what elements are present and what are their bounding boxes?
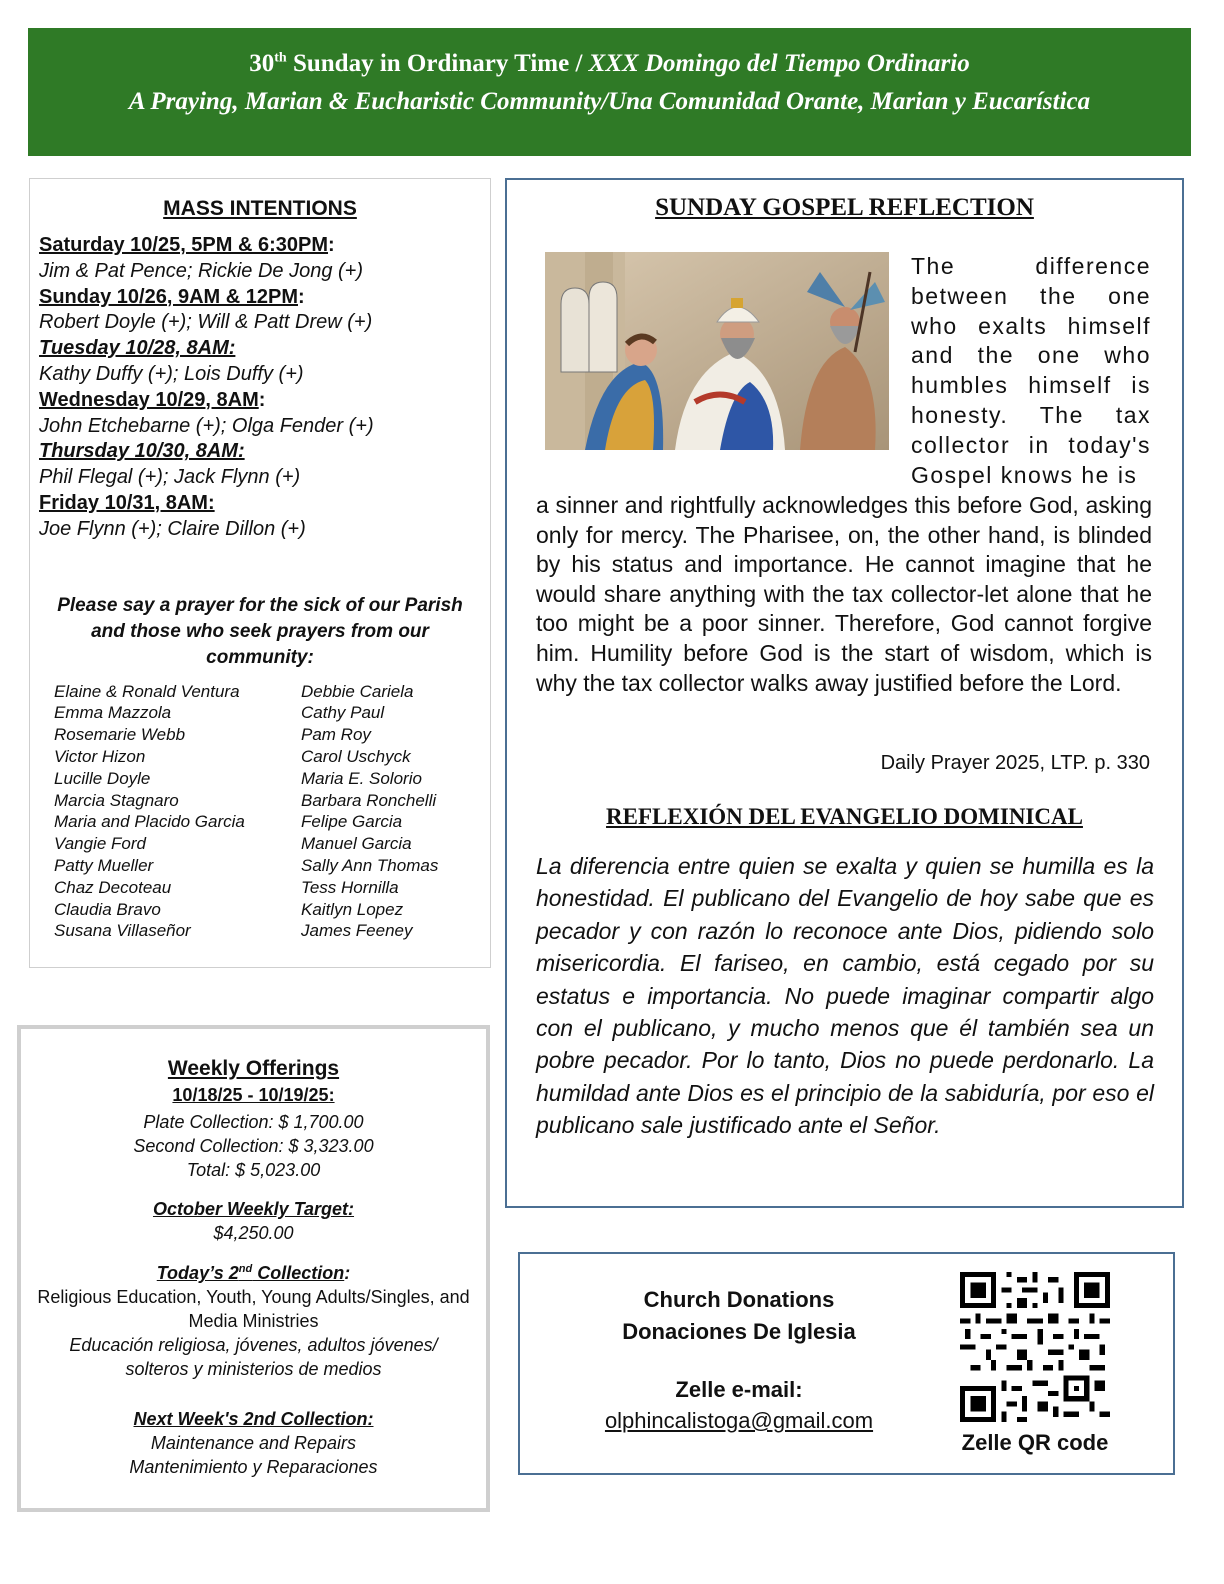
plate-collection: Plate Collection: $ 1,700.00 [143,1112,364,1132]
sick-name: Claudia Bravo [54,899,161,919]
sick-name: Susana Villaseñor [54,921,191,941]
weekly-target-value: $4,250.00 [213,1223,294,1243]
banner-line-1 [28,50,1191,78]
mass-day-colon: : [297,285,305,308]
sick-name: Rosemarie Webb [54,725,186,745]
todays-collection-spanish: Educación religiosa, jóvenes, adultos jóvenes/ solteros y ministerios de medios [69,1335,438,1379]
todays-collection-label-colon: : [344,1263,351,1283]
sick-name: Debbie Cariela [301,681,414,701]
church-donations-box [518,1252,1175,1475]
sick-name: Sally Ann Thomas [301,855,439,875]
mass-intentions-box [29,178,491,968]
mass-day: Sunday 10/26, 9AM & 12PM [39,285,298,308]
zelle-qr-label: Zelle QR code [961,1430,1109,1455]
total-collection: Total: $ 5,023.00 [186,1160,321,1180]
mass-day: Wednesday 10/29, 8AM [39,388,259,411]
offerings-title: Weekly Offerings [167,1057,340,1080]
sick-name: Barbara Ronchelli [301,790,437,810]
zelle-email-link[interactable]: olphincalistoga@gmail.com [604,1408,874,1433]
mass-entry [39,439,490,491]
todays-collection-label [21,1257,486,1285]
offerings-date-range [21,1085,486,1106]
todays-collection-english: Religious Education, Youth, Young Adults/Singles, and Media Ministries [37,1287,470,1331]
sick-name: Maria E. Solorio [301,768,422,788]
mass-day-colon: : [258,388,266,411]
mass-day: Saturday 10/25, 5PM & 6:30PM [39,234,329,256]
todays-collection-label-text: Collection [252,1263,345,1283]
sick-name: Manuel Garcia [301,834,412,854]
mass-names: Phil Flegal (+); Jack Flynn (+) [39,466,301,489]
sick-name: James Feeney [301,921,413,941]
mass-day-colon: : [328,234,335,256]
offerings-range-text: 10/18/25 - 10/19/25 [172,1085,329,1105]
banner-english-title: Sunday in Ordinary Time / [286,50,589,77]
banner-ordinal-suffix: th [274,50,287,66]
next-week-collection-spanish: Mantenimiento y Reparaciones [129,1457,378,1477]
sick-name: Patty Mueller [54,855,154,875]
mass-entry [39,491,490,543]
mass-entry [39,285,490,337]
banner-line-2: A Praying, Marian & Eucharistic Community/Una Comunidad Orante, Marian y Eucarística [128,88,1091,115]
gospel-reflection-source: Daily Prayer 2025, LTP. p. 330 [880,752,1150,774]
mass-entry [39,336,490,388]
sick-name: Cathy Paul [301,703,385,723]
gospel-reflection-box [505,178,1184,1208]
sick-name: Pam Roy [301,725,371,745]
sick-name: Tess Hornilla [301,877,399,897]
mass-intentions-title: MASS INTENTIONS [163,197,357,220]
sick-name: Lucille Doyle [54,768,151,788]
mass-day: Friday 10/31, 8AM: [39,491,215,514]
mass-day: Thursday 10/30, 8AM: [39,440,245,463]
mass-names: John Etchebarne (+); Olga Fender (+) [39,414,374,437]
donations-title-english: Church Donations [643,1287,835,1312]
mass-names: Jim & Pat Pence; Rickie De Jong (+) [39,259,364,282]
mass-entry [39,233,490,285]
donations-title-spanish: Donaciones De Iglesia [622,1319,856,1344]
sick-name: Chaz Decoteau [54,877,172,897]
sick-list [54,681,490,943]
gospel-reflection-intro: The difference between the one who exalts himself and the one who humbles himself is honesty. The tax collector in today's Gospel knows he is [911,253,1151,488]
sick-name: Elaine & Ronald Ventura [54,681,240,701]
sick-name: Maria and Placido Garcia [54,812,245,832]
todays-collection-label-text: Today’s 2 [156,1263,239,1283]
sick-list-column-1 [54,681,301,943]
second-collection: Second Collection: $ 3,323.00 [133,1136,374,1156]
header-banner [28,28,1191,156]
reflexion-title: REFLEXIÓN DEL EVANGELIO DOMINICAL [606,804,1083,829]
banner-ordinal: 30 [249,50,275,77]
sick-name: Emma Mazzola [54,703,172,723]
sick-name: Vangie Ford [54,834,146,854]
sick-name: Felipe Garcia [301,812,403,832]
sick-name: Carol Uschyck [301,746,411,766]
zelle-email-label: Zelle e-mail: [675,1377,803,1402]
offerings-range-colon: : [328,1085,335,1105]
mass-names: Joe Flynn (+); Claire Dillon (+) [39,517,306,540]
donations-info [560,1284,918,1436]
sick-list-column-2 [301,681,438,943]
sick-name: Victor Hizon [54,746,146,766]
qr-code-icon[interactable] [960,1272,1110,1422]
mass-day: Tuesday 10/28, 8AM: [39,337,236,360]
sick-name: Kaitlyn Lopez [301,899,404,919]
gospel-reflection-title: SUNDAY GOSPEL REFLECTION [655,194,1034,221]
next-week-collection-english: Maintenance and Repairs [150,1433,357,1453]
mass-names: Kathy Duffy (+); Lois Duffy (+) [39,362,304,385]
reflexion-body: La diferencia entre quien se exalta y quien se humilla es la honestidad. El publicano del Evangelio de hoy sabe que es pecador y con razón lo reconoce ante Dios, pidiendo solo misericordia. El fariseo, en cambio, está cegado por su estatus e importancia. No puede imaginar compartir algo con el publicano, y mucho menos que él también sea un pobre pecador. Por lo tanto, Dios no puede perdonarlo. La humildad ante Dios es el principio de la sabiduría, por eso el publicano sale justificado ante el Señor. [536,853,1154,1139]
weekly-offerings-box [17,1025,490,1512]
next-week-collection-label: Next Week's 2nd Collection: [133,1409,374,1429]
pharisee-tax-collector-painting [545,252,889,450]
sick-prayer-heading: Please say a prayer for the sick of our Parish and those who seek prayers from our community: [57,594,463,668]
todays-collection-label-sup: nd [238,1263,253,1275]
weekly-target-label: October Weekly Target: [152,1199,355,1219]
banner-spanish-title: XXX Domingo del Tiempo Ordinario [588,50,970,77]
gospel-reflection-body: a sinner and rightfully acknowledges this before God, asking only for mercy. The Pharisee, on, the other hand, is blinded by his status and importance. He cannot imagine that he would share anything with the tax collector-let alone that he too might be a poor sinner. Therefore, God cannot forgive him. Humility before God is the start of wisdom, which is why the tax collector walks away justified before the Lord. [536,492,1152,696]
sick-name: Marcia Stagnaro [54,790,179,810]
mass-intentions-list [39,233,490,543]
mass-entry [39,388,490,440]
mass-names: Robert Doyle (+); Will & Patt Drew (+) [39,311,373,334]
